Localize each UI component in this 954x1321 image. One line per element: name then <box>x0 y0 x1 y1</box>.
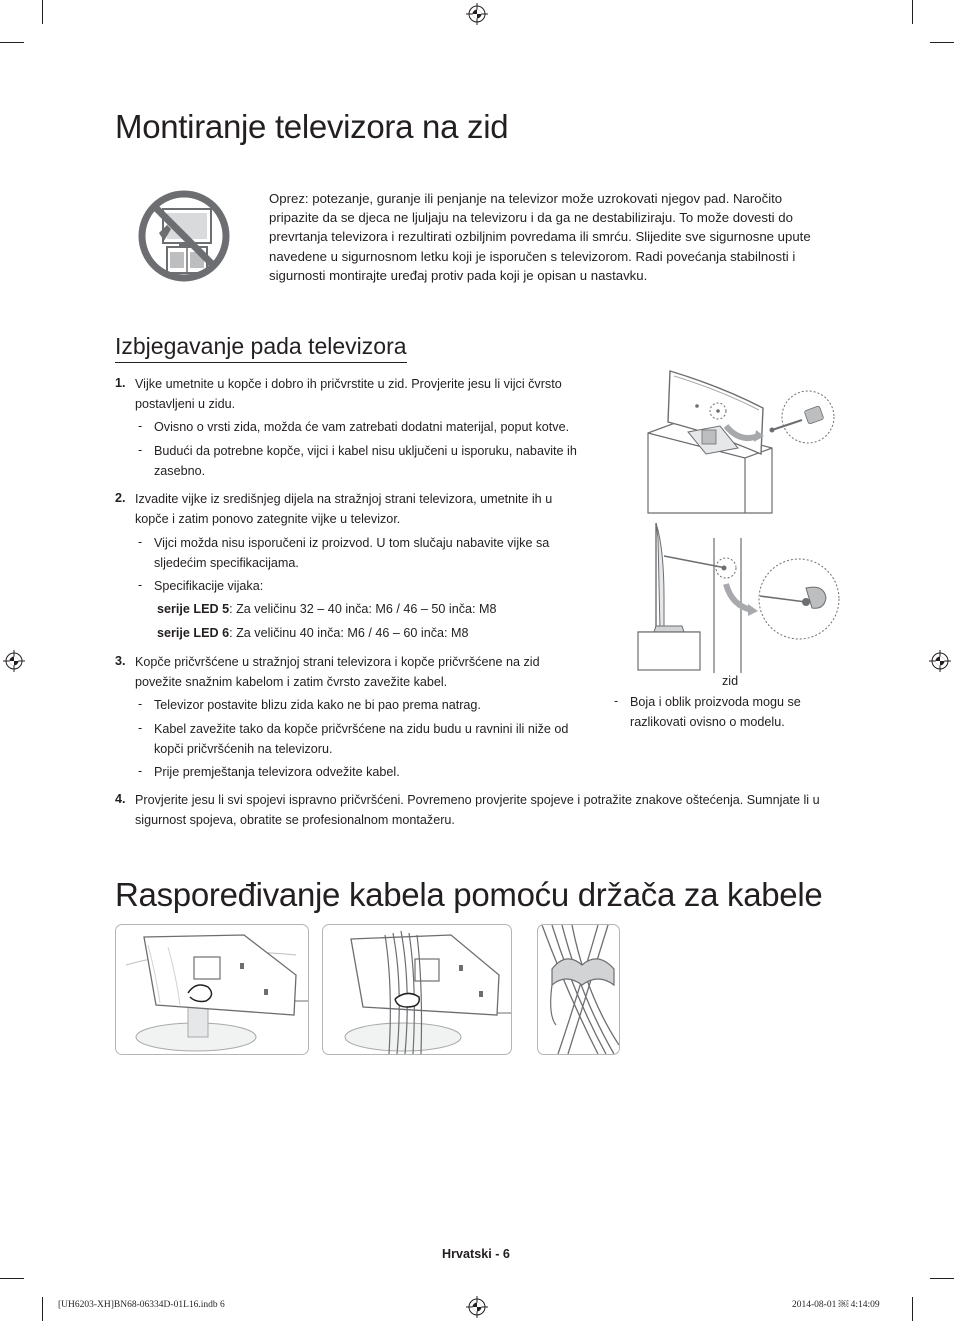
footer-timestamp: 2014-08-01 ￼ 4:14:09 <box>792 1300 880 1310</box>
wall-cable-illustration <box>634 518 844 674</box>
crop-mark <box>42 1297 43 1321</box>
note-text: Budući da potrebne kopče, vijci i kabel nisu uključeni u isporuku, nabavite ih zasebno. <box>154 444 577 478</box>
note-dash: - <box>614 694 619 708</box>
registration-mark-icon <box>929 650 951 672</box>
spec-line <box>157 624 469 644</box>
crop-mark <box>912 0 913 24</box>
crop-mark <box>0 42 24 43</box>
crop-mark <box>42 0 43 24</box>
spec-value: : Za veličinu 40 inča: M6 / 46 – 60 inča: M8 <box>229 626 469 640</box>
tv-clip-illustration <box>640 368 840 516</box>
note-text: Televizor postavite blizu zida kako ne bi pao prema natrag. <box>154 698 481 712</box>
cable-holder-image-3 <box>537 924 620 1055</box>
spec-label: serije LED 5 <box>157 602 230 616</box>
crop-mark <box>930 42 954 43</box>
note-dash: - <box>138 721 143 735</box>
spec-label: serije LED 6 <box>157 626 230 640</box>
note-text: Vijci možda nisu isporučeni iz proizvod. U tom slučaju nabavite vijke sa sljedećim specifikacijama. <box>154 536 550 570</box>
no-climbing-tv-icon <box>137 189 231 283</box>
crop-mark <box>912 1297 913 1321</box>
page-title: Montiranje televizora na zid <box>115 108 509 145</box>
footer-file: [UH6203-XH]BN68-06334D-01L16.indb 6 <box>58 1300 225 1310</box>
registration-mark-icon <box>3 650 25 672</box>
registration-mark-icon <box>466 3 488 25</box>
step-text: Vijke umetnite u kopče i dobro ih pričvrstite u zid. Provjerite jesu li vijci čvrsto postavljeni u zidu. <box>135 377 562 411</box>
cable-holder-image-2 <box>322 924 512 1055</box>
note-text: Specifikacije vijaka: <box>154 579 264 593</box>
note-text: Kabel zavežite tako da kopče pričvršćene na zidu budu u ravnini ili niže od kopči pričvršćenih na televizoru. <box>154 722 569 756</box>
spec-value: : Za veličinu 32 – 40 inča: M6 / 46 – 50 inča: M8 <box>229 602 497 616</box>
warning-text: Oprez: potezanje, guranje ili penjanje na televizor može uzrokovati njegov pad. Naročito pripazite da se djeca ne ljuljaju na televizoru i da ga ne destabiliziraju. To može dovesti do prevrtanja televizora i rezultirati ozbiljnim povredama ili smrću. Slijedite sve sigurnosne upute navedene u sigurnosnom letku koji je isporučen s televizorom. Radi povećanja stabilnosti i sigurnosti montirajte uređaj protiv pada koji je opisan u nastavku. <box>269 191 811 283</box>
note-text: Prije premještanja televizora odvežite kabel. <box>154 765 400 779</box>
step-number: 2. <box>115 491 126 505</box>
cable-holder-image-1 <box>115 924 309 1055</box>
wall-label: zid <box>722 674 739 688</box>
note-text: Ovisno o vrsti zida, možda će vam zatrebati dodatni materijal, poput kotve. <box>154 420 570 434</box>
registration-mark-icon <box>466 1296 488 1318</box>
note-dash: - <box>138 697 143 711</box>
spec-line <box>157 600 497 620</box>
step-text: Kopče pričvršćene u stražnjoj strani televizora i kopče pričvršćene na zid povežite snažnim kabelom i zatim čvrsto zavežite kabel. <box>135 655 540 689</box>
page-number: Hrvatski - 6 <box>442 1247 510 1261</box>
note-dash: - <box>138 578 143 592</box>
figure-note: Boja i oblik proizvoda mogu se razlikovati ovisno o modelu. <box>630 695 801 729</box>
crop-mark <box>0 1278 24 1279</box>
section2-title: Raspoređivanje kabela pomoću držača za kabele <box>115 876 823 913</box>
note-dash: - <box>138 443 143 457</box>
note-dash: - <box>138 764 143 778</box>
step-number: 3. <box>115 654 126 668</box>
section-title: Izbjegavanje pada televizora <box>115 333 407 363</box>
crop-mark <box>930 1278 954 1279</box>
step-number: 1. <box>115 376 126 390</box>
note-dash: - <box>138 419 143 433</box>
step-number: 4. <box>115 792 126 806</box>
step-text: Izvadite vijke iz središnjeg dijela na stražnjoj strani televizora, umetnite ih u kopče i zatim ponovo zategnite vijke u televizor. <box>135 492 553 526</box>
step-text: Provjerite jesu li svi spojevi ispravno pričvršćeni. Povremeno provjerite spojeve i potražite znakove oštećenja. Sumnjate li u sigurnost spojeva, obratite se profesionalnom montažeru. <box>135 793 820 827</box>
note-dash: - <box>138 535 143 549</box>
